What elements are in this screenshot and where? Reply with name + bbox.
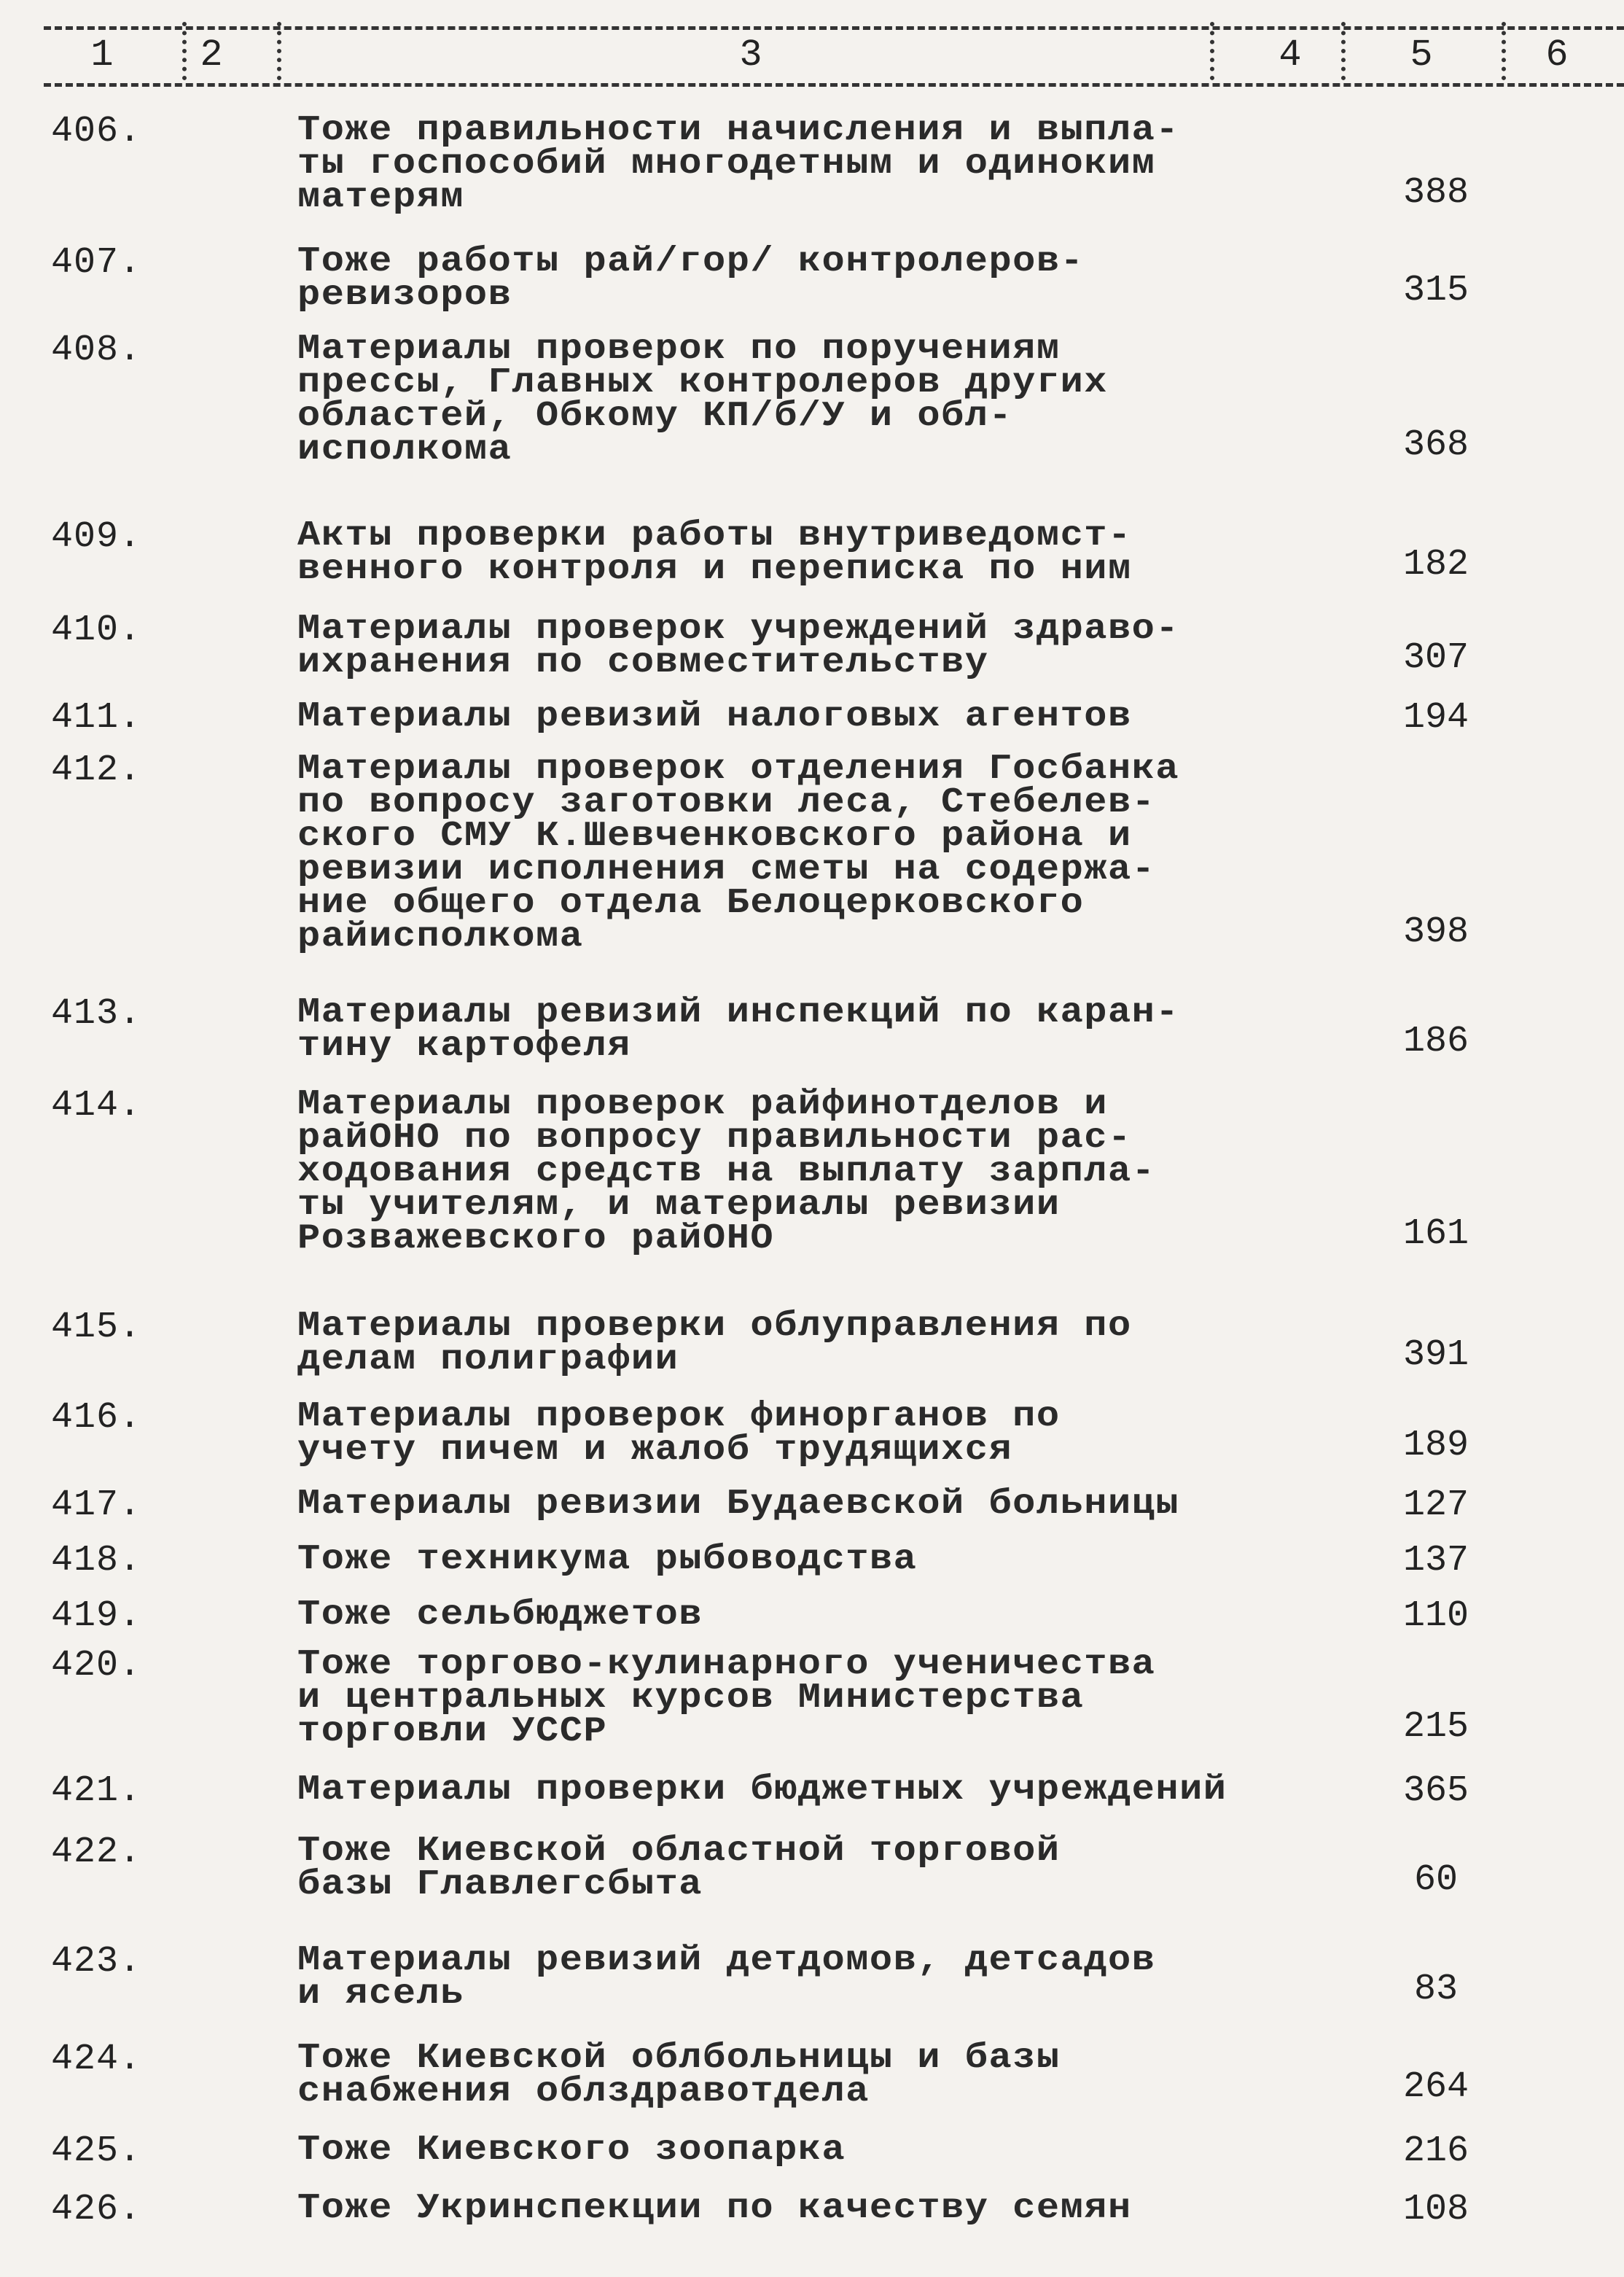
- description-line: исполкома: [297, 429, 512, 470]
- description-line: Материалы проверок финорганов по: [297, 1396, 1061, 1436]
- description-line: Материалы ревизий инспекций по каран-: [297, 992, 1180, 1032]
- row-sheet-count: 189: [1402, 1425, 1469, 1466]
- description-line: снабжения облздравотдела: [297, 2071, 870, 2111]
- description-line: прессы, Главных контролеров других: [297, 362, 1108, 402]
- column-header-2: 2: [200, 34, 223, 77]
- row-number: 425.: [51, 2130, 142, 2172]
- description-line: Материалы проверки бюджетных учреждений: [297, 1770, 1227, 1810]
- description-line: ние общего отдела Белоцерковского: [297, 883, 1085, 923]
- column-separator: [277, 22, 281, 80]
- row-number: 414.: [51, 1085, 142, 1126]
- row-number: 409.: [51, 516, 142, 558]
- description-line: Тоже сельбюджетов: [297, 1595, 703, 1635]
- description-line: учету пичем и жалоб трудящихся: [297, 1430, 1013, 1470]
- row-description: [297, 1940, 1156, 2014]
- row-description: [297, 1595, 703, 1635]
- row-number: 423.: [51, 1941, 142, 1982]
- column-header-1: 1: [90, 34, 114, 77]
- row-sheet-count: 186: [1402, 1021, 1469, 1062]
- description-line: ского СМУ К.Шевченковского района и: [297, 816, 1132, 856]
- row-number: 418.: [51, 1540, 142, 1581]
- row-sheet-count: 368: [1402, 424, 1469, 466]
- row-description: [297, 110, 1180, 217]
- row-description: [297, 1484, 1180, 1524]
- row-description: [297, 241, 1085, 315]
- row-number: 426.: [51, 2189, 142, 2230]
- row-description: [297, 749, 1180, 957]
- description-line: Материалы ревизий налоговых агентов: [297, 696, 1132, 736]
- description-line: Материалы проверок учреждений здраво-: [297, 609, 1180, 649]
- row-sheet-count: 108: [1402, 2189, 1469, 2230]
- description-line: торговли УССР: [297, 1711, 608, 1751]
- description-line: Материалы проверок по поручениям: [297, 329, 1061, 369]
- row-number: 413.: [51, 993, 142, 1035]
- description-line: Материалы ревизий детдомов, детсадов: [297, 1940, 1156, 1980]
- row-description: [297, 515, 1132, 589]
- row-description: [297, 1084, 1156, 1258]
- row-description: [297, 2188, 1132, 2228]
- description-line: Материалы ревизии Будаевской больницы: [297, 1484, 1180, 1524]
- description-line: райОНО по вопросу правильности рас-: [297, 1118, 1132, 1158]
- row-number: 422.: [51, 1832, 142, 1873]
- column-separator: [182, 22, 187, 80]
- description-line: Материалы проверок отделения Госбанка: [297, 749, 1180, 789]
- column-header-4: 4: [1278, 34, 1302, 77]
- row-sheet-count: 194: [1402, 697, 1469, 739]
- column-header-3: 3: [739, 34, 762, 77]
- description-line: Материалы проверок райфинотделов и: [297, 1084, 1108, 1124]
- row-sheet-count: 110: [1402, 1595, 1469, 1637]
- row-number: 407.: [51, 242, 142, 284]
- row-number: 416.: [51, 1397, 142, 1439]
- description-line: Тоже Киевского зоопарка: [297, 2130, 846, 2170]
- row-description: [297, 1306, 1132, 1379]
- description-line: Тоже Укринспекции по качеству семян: [297, 2188, 1132, 2228]
- row-description: [297, 329, 1108, 470]
- row-sheet-count: 391: [1402, 1334, 1469, 1376]
- row-sheet-count: 182: [1402, 544, 1469, 585]
- description-line: ревизии исполнения сметы на содержа-: [297, 849, 1156, 890]
- row-sheet-count: 83: [1413, 1969, 1458, 2010]
- description-line: Розважевского райОНО: [297, 1218, 775, 1258]
- row-number: 406.: [51, 111, 142, 152]
- row-description: [297, 2130, 846, 2170]
- description-line: ты учителям, и материалы ревизии: [297, 1185, 1061, 1225]
- row-description: [297, 609, 1180, 682]
- description-line: и ясель: [297, 1974, 464, 2014]
- row-sheet-count: 388: [1402, 172, 1469, 214]
- row-sheet-count: 398: [1402, 911, 1469, 953]
- description-line: Акты проверки работы внутриведомст-: [297, 515, 1132, 556]
- column-separator: [1502, 22, 1506, 80]
- row-number: 421.: [51, 1770, 142, 1812]
- description-line: Тоже торгово-кулинарного ученичества: [297, 1644, 1156, 1684]
- row-sheet-count: 315: [1402, 270, 1469, 311]
- row-number: 424.: [51, 2039, 142, 2080]
- description-line: венного контроля и переписка по ним: [297, 549, 1132, 589]
- row-description: [297, 1831, 1061, 1904]
- description-line: Материалы проверки облуправления по: [297, 1306, 1132, 1346]
- description-line: ты госпособий многодетным и одиноким: [297, 144, 1156, 184]
- row-description: [297, 2038, 1061, 2111]
- row-number: 412.: [51, 750, 142, 791]
- description-line: делам полиграфии: [297, 1339, 679, 1379]
- column-separator: [1341, 22, 1346, 80]
- column-header-6: 6: [1545, 34, 1569, 77]
- row-sheet-count: 161: [1402, 1213, 1469, 1255]
- row-description: [297, 1396, 1061, 1470]
- row-sheet-count: 127: [1402, 1484, 1469, 1526]
- description-line: Тоже правильности начисления и выпла-: [297, 110, 1180, 150]
- description-line: областей, Обкому КП/б/У и обл-: [297, 396, 1013, 436]
- description-line: Тоже Киевской областной торговой: [297, 1831, 1061, 1871]
- row-description: [297, 1539, 918, 1579]
- row-number: 410.: [51, 610, 142, 651]
- row-sheet-count: 264: [1402, 2066, 1469, 2108]
- row-sheet-count: 60: [1413, 1859, 1458, 1901]
- row-description: [297, 1644, 1156, 1751]
- row-number: 408.: [51, 330, 142, 371]
- description-line: Тоже Киевской облбольницы и базы: [297, 2038, 1061, 2078]
- column-header-5: 5: [1410, 34, 1433, 77]
- row-sheet-count: 215: [1402, 1706, 1469, 1748]
- description-line: ревизоров: [297, 275, 512, 315]
- row-sheet-count: 216: [1402, 2130, 1469, 2172]
- row-sheet-count: 137: [1402, 1540, 1469, 1581]
- description-line: и центральных курсов Министерства: [297, 1678, 1085, 1718]
- row-number: 411.: [51, 697, 142, 739]
- description-line: Тоже техникума рыбоводства: [297, 1539, 918, 1579]
- description-line: ходования средств на выплату зарпла-: [297, 1151, 1156, 1191]
- row-description: [297, 1770, 1227, 1810]
- row-number: 415.: [51, 1307, 142, 1348]
- row-number: 419.: [51, 1595, 142, 1637]
- column-separator: [1210, 22, 1214, 80]
- description-line: райисполкома: [297, 916, 584, 957]
- row-description: [297, 992, 1180, 1066]
- description-line: тину картофеля: [297, 1026, 631, 1066]
- description-line: по вопросу заготовки леса, Стебелев-: [297, 782, 1156, 822]
- row-sheet-count: 365: [1402, 1770, 1469, 1812]
- description-line: ихранения по совместительству: [297, 642, 989, 682]
- description-line: матерям: [297, 177, 464, 217]
- row-number: 420.: [51, 1645, 142, 1686]
- description-line: базы Главлегсбыта: [297, 1864, 703, 1904]
- row-sheet-count: 307: [1402, 637, 1469, 679]
- row-description: [297, 696, 1132, 736]
- row-number: 417.: [51, 1484, 142, 1526]
- header-bottom-rule: [44, 83, 1624, 87]
- description-line: Тоже работы рай/гор/ контролеров-: [297, 241, 1085, 281]
